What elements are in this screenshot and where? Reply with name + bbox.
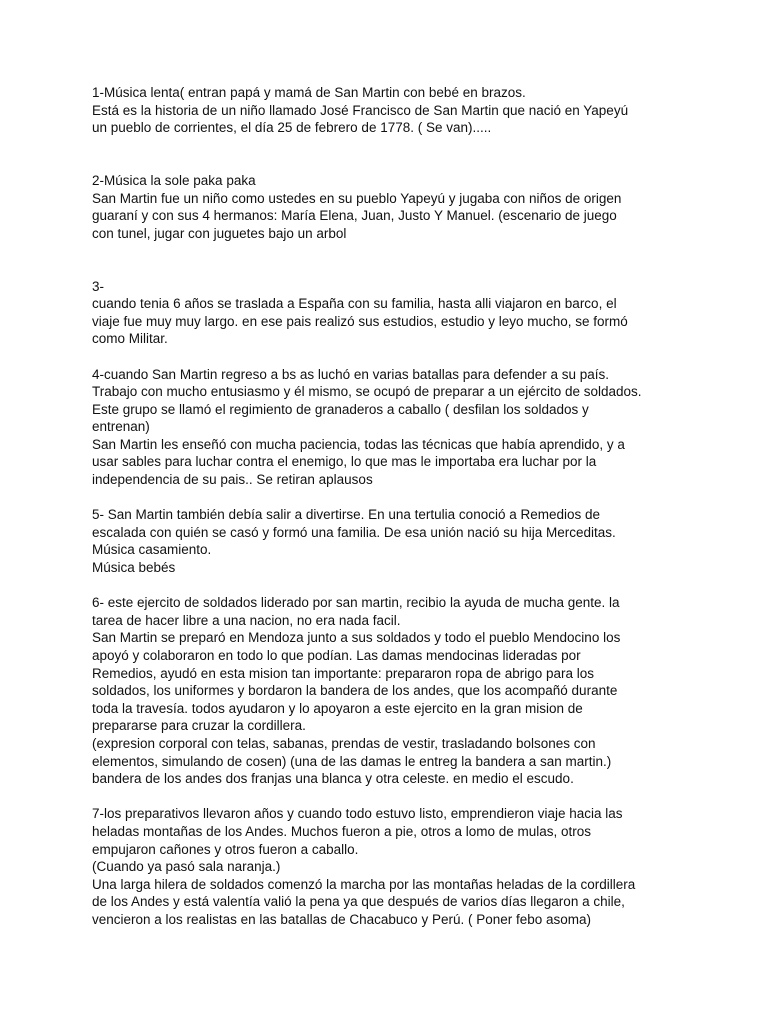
text-line: viaje fue muy muy largo. en ese pais realizó sus estudios, estudio y leyo mucho, se formó (92, 313, 628, 329)
section-4 (92, 366, 688, 489)
text-line: bandera de los andes dos franjas una blanca y otra celeste. en medio el escudo. (92, 771, 574, 787)
text-line: como Militar. (92, 331, 168, 347)
text-line: 2-Música la sole paka paka (92, 172, 256, 188)
text-line: (Cuando ya pasó sala naranja.) (92, 859, 281, 875)
text-line: elementos, simulando de cosen) (una de las damas le entreg la bandera a san martin.) (92, 753, 612, 769)
text-line: 4-cuando San Martin regreso a bs as luchó en varias batallas para defender a su país. (92, 366, 610, 382)
section-1 (92, 84, 688, 137)
text-line: 3- (92, 278, 105, 294)
text-line: Este grupo se llamó el regimiento de granaderos a caballo ( desfilan los soldados y (92, 401, 589, 417)
text-line: guaraní y con sus 4 hermanos: María Elena, Juan, Justo Y Manuel. (escenario de juego (92, 208, 617, 224)
text-line: usar sables para luchar contra el enemigo, lo que mas le importaba era luchar por la (92, 454, 597, 470)
text-line: 5- San Martin también debía salir a divertirse. En una tertulia conoció a Remedios de (92, 507, 601, 523)
text-line: tarea de hacer libre a una nacion, no era nada facil. (92, 612, 401, 628)
section-7 (92, 805, 688, 928)
section-3 (92, 278, 688, 348)
text-line: Música bebés (92, 560, 176, 576)
text-line: un pueblo de corrientes, el día 25 de febrero de 1778. ( Se van)..... (92, 120, 492, 136)
text-line: San Martin se preparó en Mendoza junto a sus soldados y todo el pueblo Mendocino los (92, 630, 621, 646)
text-line: Remedios, ayudó en esta mision tan importante: prepararon ropa de abrigo para los (92, 665, 595, 681)
text-line: 7-los preparativos llevaron años y cuando todo estuvo listo, emprendieron viaje hacia las (92, 806, 623, 822)
text-line: San Martin fue un niño como ustedes en su pueblo Yapeyú y jugaba con niños de origen (92, 190, 622, 206)
text-line: escalada con quién se casó y formó una familia. De esa unión nació su hija Merceditas. (92, 524, 616, 540)
text-line: prepararse para cruzar la cordillera. (92, 718, 306, 734)
text-line: Una larga hilera de soldados comenzó la marcha por las montañas heladas de la cordillera (92, 876, 636, 892)
text-line: Está es la historia de un niño llamado José Francisco de San Martin que nació en Yapeyú (92, 102, 629, 118)
text-line: cuando tenia 6 años se traslada a España con su familia, hasta alli viajaron en barco, el (92, 296, 617, 312)
text-line: Música casamiento. (92, 542, 212, 558)
text-line: de los Andes y está valentía valió la pena ya que después de varios días llegaron a chile, (92, 894, 625, 910)
text-line: heladas montañas de los Andes. Muchos fueron a pie, otros a lomo de mulas, otros (92, 823, 592, 839)
text-line: 1-Música lenta( entran papá y mamá de San Martin con bebé en brazos. (92, 85, 526, 100)
text-line: Trabajo con mucho entusiasmo y él mismo, se ocupó de preparar a un ejército de soldados. (92, 384, 642, 400)
text-line: toda la travesía. todos ayudaron y lo apoyaron a este ejercito en la gran mision de (92, 700, 583, 716)
text-line: apoyó y colaboraron en todo lo que podían. Las damas mendocinas lideradas por (92, 648, 581, 663)
text-line: vencieron a los realistas en las batallas de Chacabuco y Perú. ( Poner febo asoma) (92, 911, 592, 927)
text-line: 6- este ejercito de soldados liderado por san martin, recibio la ayuda de mucha gente. la (92, 595, 620, 611)
text-line: empujaron cañones y otros fueron a caballo. (92, 841, 359, 857)
section-5 (92, 506, 688, 576)
text-line: independencia de su pais.. Se retiran aplausos (92, 472, 373, 488)
text-line: entrenan) (92, 419, 150, 435)
section-6 (92, 594, 688, 788)
text-line: San Martin les enseñó con mucha paciencia, todas las técnicas que había aprendido, y a (92, 436, 625, 452)
text-line: (expresion corporal con telas, sabanas, prendas de vestir, trasladando bolsones con (92, 735, 596, 751)
text-line: con tunel, jugar con juguetes bajo un arbol (92, 225, 347, 241)
section-2 (92, 172, 688, 242)
text-line: soldados, los uniformes y bordaron la bandera de los andes, que los acompañó durante (92, 683, 618, 699)
